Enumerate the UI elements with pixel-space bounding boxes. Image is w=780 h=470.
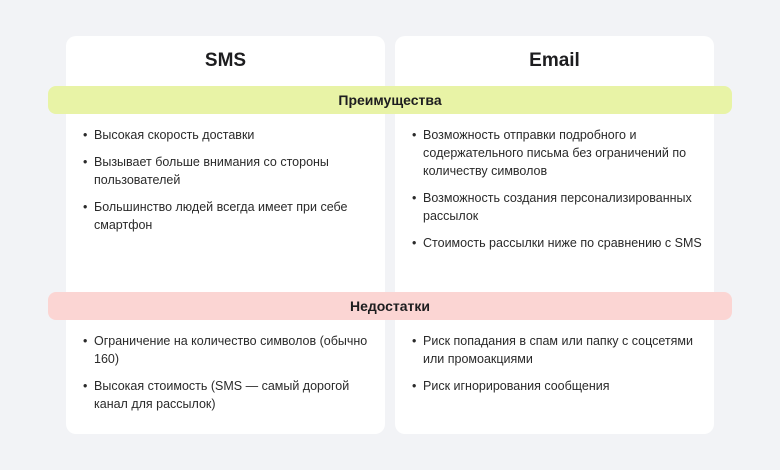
list-item-text: Вызывает больше внимания со стороны пользователей xyxy=(94,155,329,187)
email-disadvantages-list xyxy=(412,332,712,404)
list-item-text: Ограничение на количество символов (обычно 160) xyxy=(94,334,368,366)
list-item-text: Стоимость рассылки ниже по сравнению с SMS xyxy=(423,236,702,250)
bullet-icon: • xyxy=(83,155,88,169)
list-item xyxy=(83,377,373,413)
disadvantages-section-header xyxy=(48,292,732,320)
list-item-text: Большинство людей всегда имеет при себе смартфон xyxy=(94,200,348,232)
list-item xyxy=(83,126,373,144)
sms-column-title: SMS xyxy=(204,50,247,71)
list-item-text: Возможность создания персонализированных рассылок xyxy=(423,191,692,223)
email-advantages-list xyxy=(412,126,712,261)
list-item-text: Высокая стоимость (SMS — самый дорогой канал для рассылок) xyxy=(94,379,350,411)
bullet-icon: • xyxy=(83,379,88,393)
list-item-text: Риск попадания в спам или папку с соцсетями или промоакциями xyxy=(423,334,693,366)
bullet-icon: • xyxy=(412,128,417,142)
email-column-title: Email xyxy=(529,50,580,71)
list-item xyxy=(412,189,712,225)
list-item xyxy=(412,126,712,180)
bullet-icon: • xyxy=(83,200,88,214)
list-item xyxy=(412,332,712,368)
bullet-icon: • xyxy=(83,334,88,348)
disadvantages-label: Недостатки xyxy=(349,298,431,314)
sms-advantages-list xyxy=(83,126,373,243)
bullet-icon: • xyxy=(412,379,417,393)
bullet-icon: • xyxy=(83,128,88,142)
list-item xyxy=(83,332,373,368)
list-item-text: Риск игнорирования сообщения xyxy=(423,379,610,393)
list-item xyxy=(83,198,373,234)
advantages-section-header xyxy=(48,86,732,114)
list-item-text: Возможность отправки подробного и содержательного письма без ограничений по количеству символов xyxy=(423,128,687,178)
bullet-icon: • xyxy=(412,334,417,348)
bullet-icon: • xyxy=(412,236,417,250)
list-item xyxy=(412,377,712,395)
bullet-icon: • xyxy=(412,191,417,205)
advantages-label: Преимущества xyxy=(338,92,442,108)
list-item xyxy=(83,153,373,189)
list-item xyxy=(412,234,712,252)
sms-disadvantages-list xyxy=(83,332,373,422)
list-item-text: Высокая скорость доставки xyxy=(94,128,255,142)
